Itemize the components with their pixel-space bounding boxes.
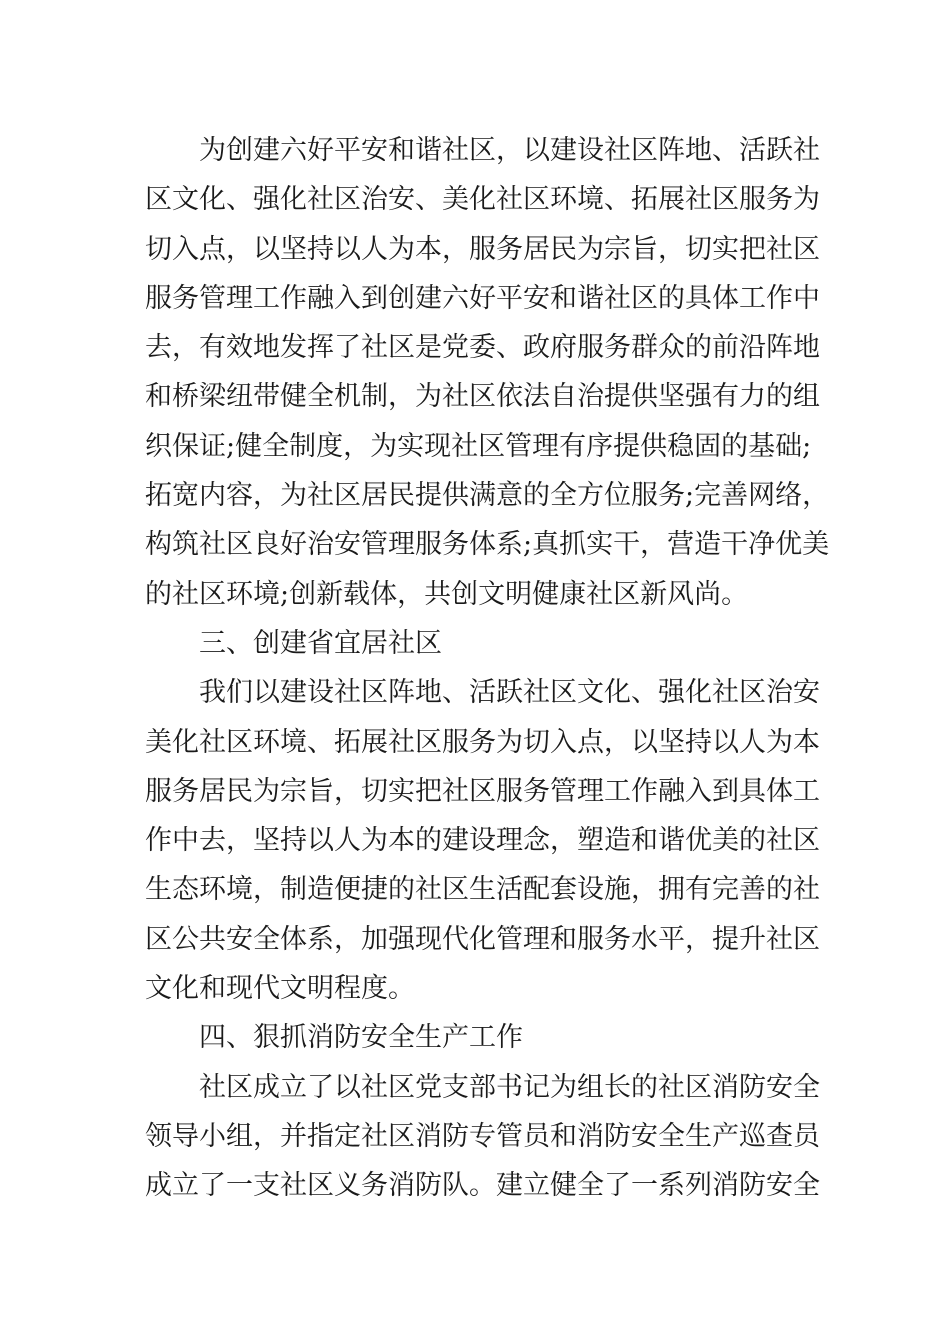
text-line: 我们以建设社区阵地、活跃社区文化、强化社区治安	[199, 677, 820, 709]
document-body	[145, 126, 830, 1211]
text-line: 区文化、强化社区治安、美化社区环境、拓展社区服务为	[145, 184, 820, 216]
text-line: 去，有效地发挥了社区是党委、政府服务群众的前沿阵地	[145, 332, 820, 364]
text-line: 生态环境，制造便捷的社区生活配套设施，拥有完善的社	[145, 874, 820, 906]
text-line: 社区成立了以社区党支部书记为组长的社区消防安全	[199, 1071, 820, 1103]
text-line: 构筑社区良好治安管理服务体系;真抓实干，营造干净优美	[145, 529, 830, 561]
text-line: 服务管理工作融入到创建六好平安和谐社区的具体工作中	[145, 282, 820, 314]
text-line: 拓宽内容，为社区居民提供满意的全方位服务;完善网络，	[145, 480, 830, 512]
text-line: 的社区环境;创新载体，共创文明健康社区新风尚。	[145, 578, 749, 610]
text-line: 美化社区环境、拓展社区服务为切入点，以坚持以人为本	[145, 726, 820, 758]
text-line: 为创建六好平安和谐社区，以建设社区阵地、活跃社	[199, 135, 820, 166]
text-line: 文化和现代文明程度。	[145, 973, 415, 1005]
text-line: 区公共安全体系，加强现代化管理和服务水平，提升社区	[145, 923, 820, 955]
text-line: 切入点，以坚持以人为本，服务居民为宗旨，切实把社区	[145, 233, 820, 265]
text-line: 服务居民为宗旨，切实把社区服务管理工作融入到具体工	[145, 775, 820, 807]
section-heading: 四、狠抓消防安全生产工作	[199, 1022, 523, 1054]
text-line: 织保证;健全制度，为实现社区管理有序提供稳固的基础;	[145, 430, 812, 462]
text-line: 领导小组，并指定社区消防专管员和消防安全生产巡查员	[145, 1120, 820, 1152]
text-line: 成立了一支社区义务消防队。建立健全了一系列消防安全	[145, 1170, 820, 1202]
section-heading: 三、创建省宜居社区	[199, 627, 442, 659]
text-line: 作中去，坚持以人为本的建设理念，塑造和谐优美的社区	[145, 825, 820, 857]
text-line: 和桥梁纽带健全机制，为社区依法自治提供坚强有力的组	[145, 381, 820, 413]
